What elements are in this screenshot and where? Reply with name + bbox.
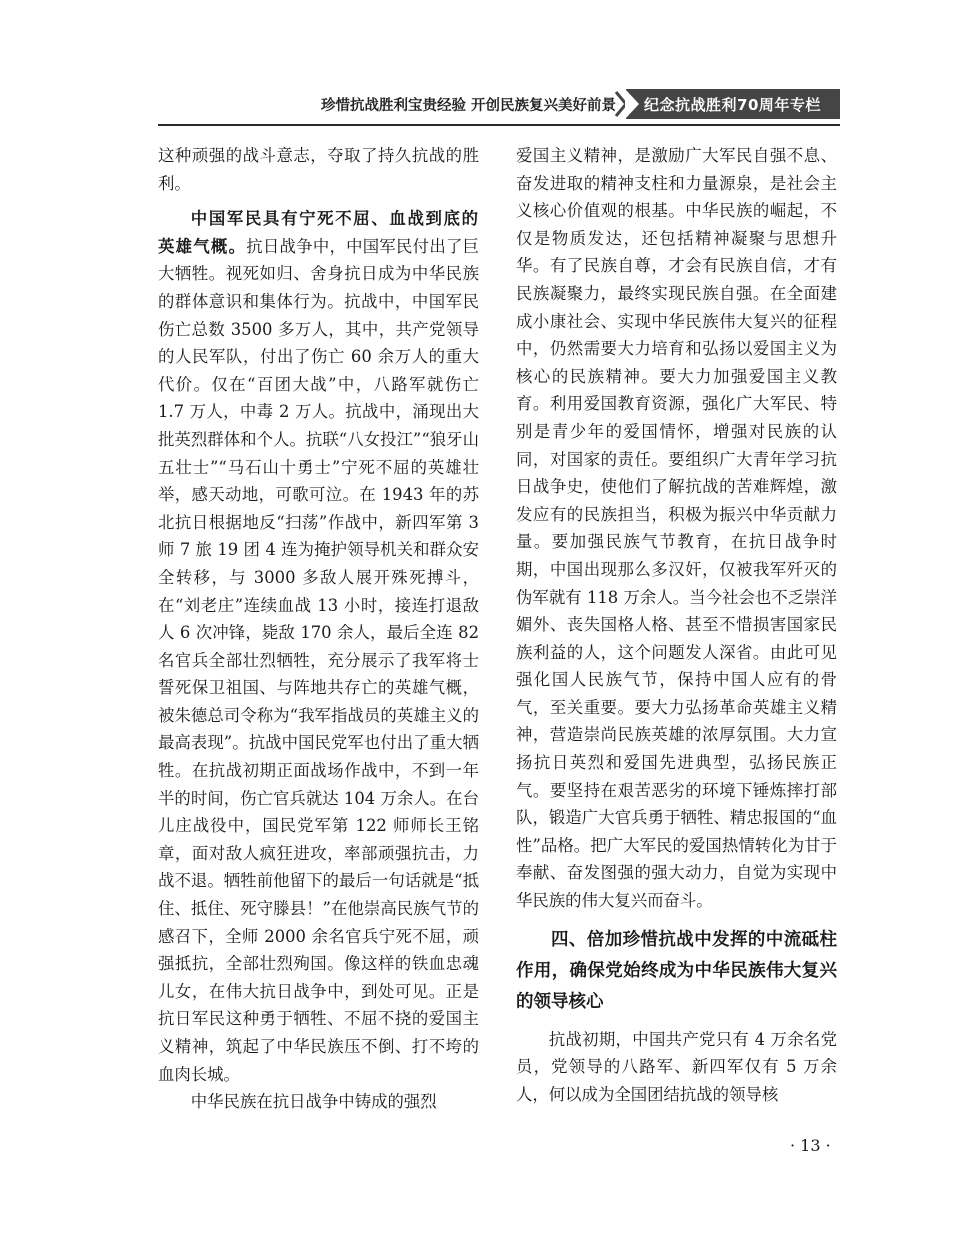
paragraph-patriotism-start: 中华民族在抗日战争中铸成的强烈 [190,1092,437,1112]
header-series-title: 珍惜抗战胜利宝贵经验 开创民族复兴美好前景 [320,98,616,114]
header-rule [158,124,840,126]
paragraph-party-leadership: 抗战初期，中国共产党只有 4 万余名党员，党领导的八路军、新四军仅有 5 万余人，何以成为全国团结抗战的领导核 [516,1029,837,1104]
header-column-band [626,89,840,119]
left-column [158,142,479,1116]
running-header [0,88,964,122]
paragraph-patriotism: 爱国主义精神，是激励广大军民自强不息、奋发进取的精神支柱和力量源泉，是社会主义核心价值观的根基。中华民族的崛起，不仅是物质发达，还包括精神凝聚与思想升华。有了民族自尊，才会有民族自信，才有民族凝聚力，最终实现民族自强。在全面建成小康社会、实现中华民族伟大复兴的征程中，仍然需要大力培育和弘扬以爱国主义为核心的民族精神。要大力加强爱国主义教育。利用爱国教育资源，强化广大军民、特别是青少年的爱国情怀，增强对民族的认同，对国家的责任。要组织广大青年学习抗日战争史，使他们了解抗战的苦难辉煌，激发应有的民族担当，积极为振兴中华贡献力量。要加强民族气节教育，在抗日战争时期，中国出现那么多汉奸，仅被我军歼灭的伪军就有 118 万余人。当今社会也不乏崇洋媚外、丧失国格人格、甚至不惜损害国家民族利益的人，这个问题发人深省。由此可见强化国人民族气节，保持中国人应有的骨气，至关重要。要大力弘扬革命英雄主义精神，营造崇尚民族英雄的浓厚氛围。大力宣扬抗日英烈和爱国先进典型，弘扬民族正气。要坚持在艰苦恶劣的环境下锤炼摔打部队，锻造广大官兵勇于牺牲、精忠报国的“血性”品格。把广大军民的爱国热情转化为甘于奉献、奋发图强的强大动力，自觉为实现中华民族的伟大复兴而奋斗。 [516,146,837,911]
paragraph-lead: 中国军民具有宁死不屈、血战到底的英雄气概。 [158,209,479,256]
header-column-title: 纪念抗战胜利70周年专栏 [644,96,821,114]
paragraph-continuation: 这种顽强的战斗意志，夺取了持久抗战的胜利。 [158,146,479,193]
paragraph-heroic-spirit [158,205,479,1088]
right-column [516,142,837,1108]
paragraph-body: 抗日战争中，中国军民付出了巨大牺牲。视死如归、舍身抗日成为中华民族的群体意识和集体行为。抗战中，中国军民伤亡总数 3500 多万人，其中，共产党领导的人民军队，付出了伤亡 60 余万人的重大代价。仅在“百团大战”中，八路军就伤亡 1.7 万人，中毒 2 万人。抗战中，涌现出大批英烈群体和个人。抗联“八女投江”“狼牙山五壮士”“马石山十勇士”宁死不屈的英雄壮举，感天动地，可歌可泣。在 1943 年的苏北抗日根据地反“扫荡”作战中，新四军第 3 师 7 旅 19 团 4 连为掩护领导机关和群众安全转移，与 3000 多敌人展开殊死搏斗，在“刘老庄”连续血战 13 小时，接连打退敌人 6 次冲锋，毙敌 170 余人，最后全连 82 名官兵全部壮烈牺牲，充分展示了我军将士誓死保卫祖国、与阵地共存亡的英雄气概，被朱德总司令称为“我军指战员的英雄主义的最高表现”。抗战中国民党军也付出了重大牺牲。在抗战初期正面战场作战中，不到一年半的时间，伤亡官兵就达 104 万余人。在台儿庄战役中，国民党军第 122 师师长王铭章，面对敌人疯狂进攻，率部顽强抗击，力战不退。牺牲前他留下的最后一句话就是“抵住、抵住、死守滕县！”在他崇高民族气节的感召下，全师 2000 余名官兵宁死不屈，顽强抵抗，全部壮烈殉国。像这样的铁血忠魂儿女，在伟大抗日战争中，到处可见。正是抗日军民这种勇于牺牲、不屈不挠的爱国主义精神，筑起了中华民族压不倒、打不垮的血肉长城。 [158,236,480,1084]
section-heading: 四、倍加珍惜抗战中发挥的中流砥柱作用，确保党始终成为中华民族伟大复兴的领导核心 [516,929,837,1012]
page-number: · 13 · [790,1136,831,1155]
